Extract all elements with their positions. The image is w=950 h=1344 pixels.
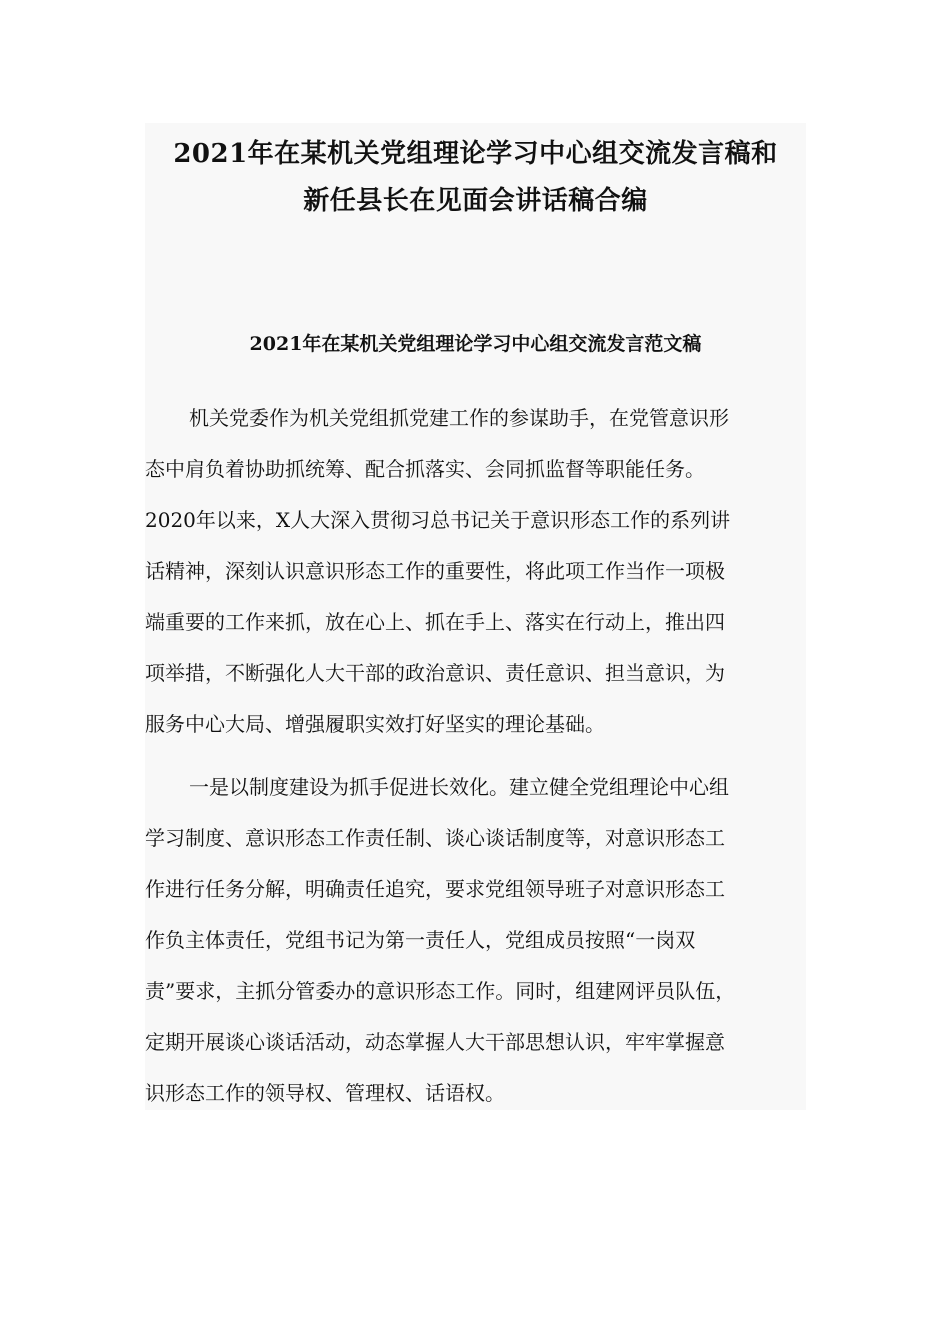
paragraph-line: 识形态工作的领导权、管理权、话语权。 — [145, 1081, 505, 1105]
paragraph-line: 项举措，不断强化人大干部的政治意识、责任意识、担当意识，为 — [145, 661, 725, 685]
paragraph-line: 态中肩负着协助抓统筹、配合抓落实、会同抓监督等职能任务。 — [145, 457, 705, 481]
paragraph-line: 端重要的工作来抓，放在心上、抓在手上、落实在行动上，推出四 — [145, 610, 725, 634]
paragraph-line: 2020年以来，X人大深入贯彻习总书记关于意识形态工作的系列讲 — [145, 508, 731, 532]
paragraph-line: 话精神，深刻认识意识形态工作的重要性，将此项工作当作一项极 — [145, 559, 725, 583]
document-title-line-1: 2021年在某机关党组理论学习中心组交流发言稿和 — [173, 139, 778, 169]
paragraph-line: 作进行任务分解，明确责任追究，要求党组领导班子对意识形态工 — [145, 877, 725, 901]
paragraph-line: 学习制度、意识形态工作责任制、谈心谈话制度等，对意识形态工 — [145, 826, 725, 850]
paragraph-line: 机关党委作为机关党组抓党建工作的参谋助手，在党管意识形 — [189, 406, 729, 430]
document-title-line-2: 新任县长在见面会讲话稿合编 — [303, 186, 648, 216]
paragraph-line: 责”要求，主抓分管委办的意识形态工作。同时，组建网评员队伍， — [145, 979, 736, 1003]
paragraph-line: 服务中心大局、增强履职实效打好坚实的理论基础。 — [145, 712, 605, 736]
paragraph-line: 一是以制度建设为抓手促进长效化。建立健全党组理论中心组 — [189, 775, 729, 799]
paragraph-line: 作负主体责任，党组书记为第一责任人，党组成员按照“一岗双 — [145, 928, 696, 952]
paragraph-line: 定期开展谈心谈话活动，动态掌握人大干部思想认识，牢牢掌握意 — [145, 1030, 725, 1054]
section-heading: 2021年在某机关党组理论学习中心组交流发言范文稿 — [249, 333, 702, 355]
